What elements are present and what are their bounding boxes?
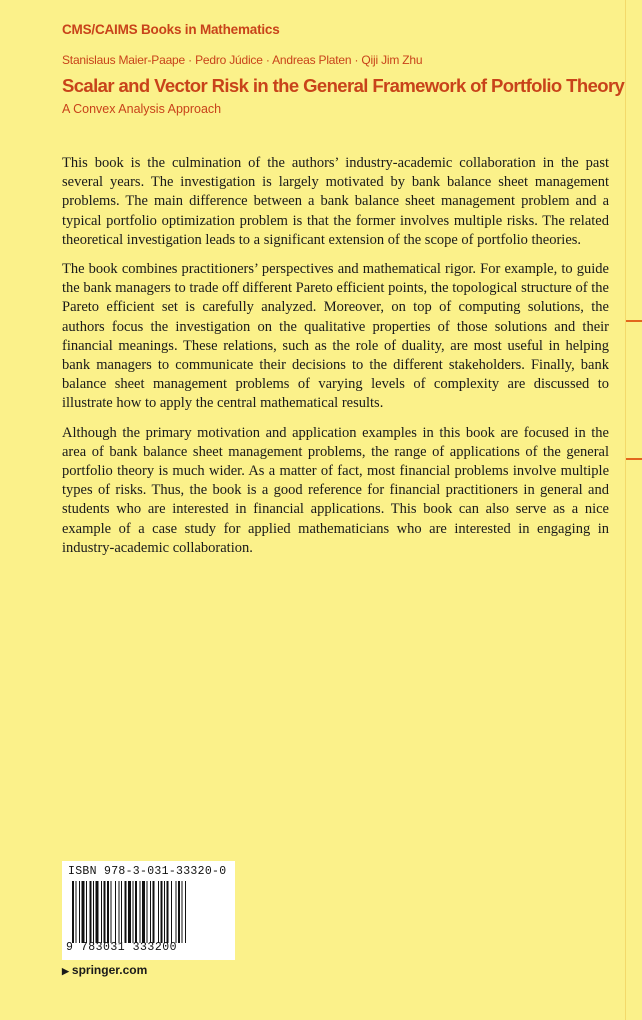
blurb-paragraph: The book combines practitioners’ perspectives and mathematical rigor. For example, to guide the bank managers to trade off different Pareto efficient points, the topological structure of the Pareto efficient set is carefully analyzed. Moreover, on top of computing solutions, the authors focus the investigation on the qualitative properties of those solutions and their financial meanings. These relations, such as the role of duality, are most useful in helping bank managers to communicate their decisions to the different stakeholders. Finally, bank balance sheet management problems of varying levels of complexity are discussed to illustrate how to apply the central mathematical results. [62,261,609,412]
publisher-link[interactable] [62,963,147,977]
blurb [62,154,609,568]
book-subtitle: A Convex Analysis Approach [62,102,222,116]
spine-mark-bottom [626,458,642,460]
book-spine [625,0,642,1020]
barcode-bars [72,881,225,943]
author-list: Stanislaus Maier-Paape · Pedro Júdice · Andreas Platen · Qiji Jim Zhu [62,53,423,67]
blurb-paragraph: This book is the culmination of the authors’ industry-academic collaboration in the past several years. The investigation is largely motivated by bank balance sheet management problems. The main difference between a bank balance sheet management problem and a typical portfolio optimization problem is that the former involves multiple risks. The related theoretical investigation leads to a significant extension of the scope of portfolio theories. [62,155,609,248]
blurb-paragraph: Although the primary motivation and application examples in this book are focused in the area of bank balance sheet management problems, the range of applications of the general portfolio theory is much wider. As a matter of fact, most financial problems involve multiple types of risks. Thus, the book is a good reference for financial practitioners in general and students who are interested in financial applications. This book can also serve as a nice example of a case study for applied mathematicians who are interested in engaging in industry-academic collaboration. [62,424,609,556]
spine-mark-top [626,320,642,322]
isbn-label: ISBN 978-3-031-33320-0 [68,865,227,878]
publisher-url: springer.com [71,963,148,977]
barcode-number: 9 783031 333200 [66,941,178,954]
arrow-icon: ▶ [62,966,69,976]
isbn-barcode [62,861,235,960]
series-name: CMS/CAIMS Books in Mathematics [62,22,280,37]
book-title: Scalar and Vector Risk in the General Framework of Portfolio Theory [62,75,625,96]
